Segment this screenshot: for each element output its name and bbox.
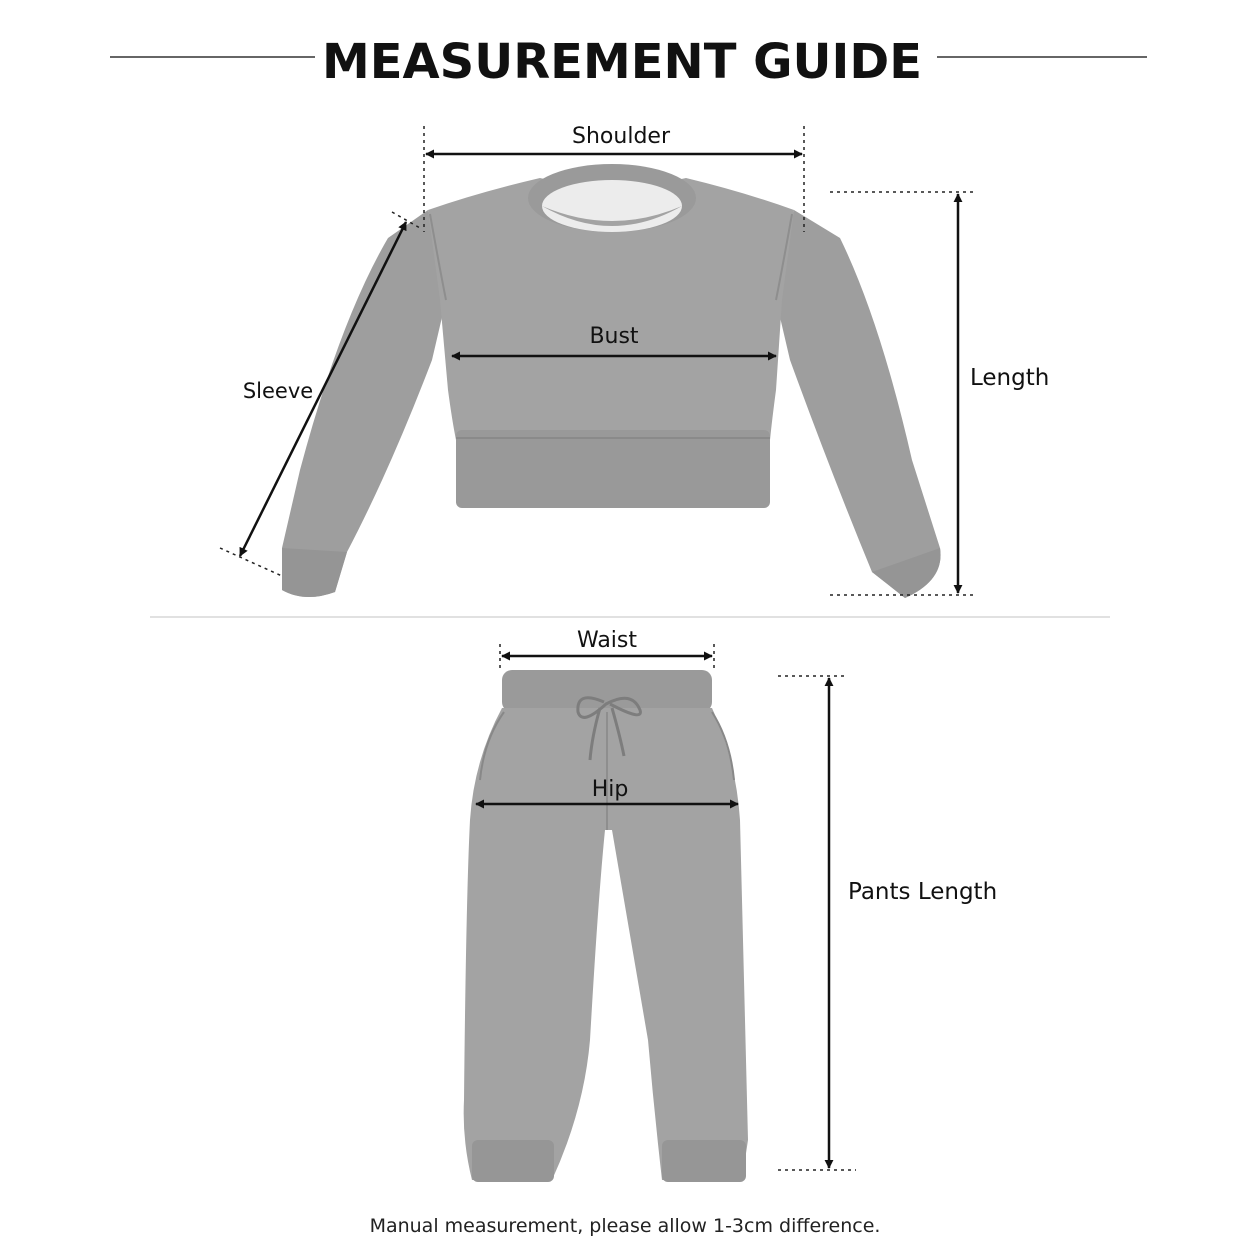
waist-label: Waist	[576, 628, 638, 653]
pants-illustration	[464, 670, 748, 1182]
footnote: Manual measurement, please allow 1-3cm difference.	[369, 1215, 881, 1237]
length-label: Length	[970, 365, 1050, 391]
pants-length-label: Pants Length	[848, 879, 998, 905]
shoulder-label: Shoulder	[572, 124, 670, 149]
sleeve-label: Sleeve	[242, 379, 314, 403]
bust-label: Bust	[589, 324, 639, 349]
page-title: MEASUREMENT GUIDE	[321, 34, 923, 90]
hip-label: Hip	[591, 777, 629, 802]
sweatshirt-illustration	[282, 164, 941, 598]
sleeve-guide-bottom	[220, 548, 282, 576]
